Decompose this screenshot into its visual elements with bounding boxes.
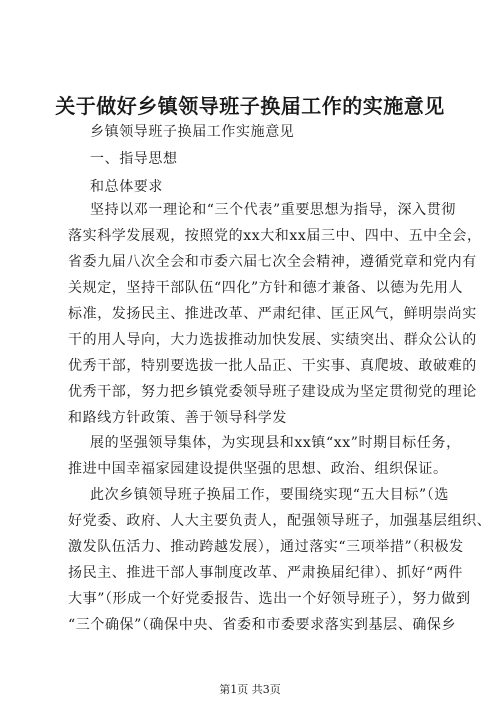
section-heading-line-2: 和总体要求 xyxy=(90,179,163,195)
body-line: 大事”（形成一个好党委报告、选出一个好领导班子），努力做到 xyxy=(68,591,471,607)
body-line: 和路线方针政策、善于领导科学发 xyxy=(68,410,287,426)
document-title: 关于做好乡镇领导班子换届工作的实施意见 xyxy=(55,94,445,118)
body-line: 坚持以邓一理论和“三个代表”重要思想为指导，深入贯彻 xyxy=(90,202,456,218)
body-line: 落实科学发展观，按照党的xx大和xx届三中、四中、五中全会， xyxy=(68,228,482,244)
body-line: 此次乡镇领导班子换届工作，要围绕实现“五大目标”（选 xyxy=(90,487,449,503)
body-line: 好党委、政府、人大主要负责人，配强领导班子，加强基层组织、 xyxy=(68,513,492,529)
body-line: 优秀干部，努力把乡镇党委领导班子建设成为坚定贯彻党的理论 xyxy=(68,384,477,400)
body-line: “三个确保”（确保中央、省委和市委要求落实到基层、确保乡 xyxy=(68,617,457,633)
body-line: 推进中国幸福家园建设提供坚强的思想、政治、组织保证。 xyxy=(68,461,448,477)
body-line: 扬民主、推进干部人事制度改革、严肃换届纪律）、抓好“两件 xyxy=(68,565,463,581)
body-line: 关规定，坚持干部队伍“四化”方针和德才兼备、以德为先用人 xyxy=(68,280,464,296)
body-line: 展的坚强领导集体，为实现县和xx镇“xx”时期目标任务， xyxy=(90,435,461,451)
body-line: 激发队伍活力、推动跨越发展），通过落实“三项举措”（积极发 xyxy=(68,539,464,555)
body-line: 省委九届八次全会和市委六届七次全会精神，遵循党章和党内有 xyxy=(68,254,477,270)
body-line: 优秀干部，特别要选拔一批人品正、干实事、真爬坡、敢破难的 xyxy=(68,358,477,374)
section-heading-line: 一、指导思想 xyxy=(90,151,178,167)
page-footer: 第1页 共3页 xyxy=(219,683,281,696)
subtitle-line: 乡镇领导班子换届工作实施意见 xyxy=(90,124,295,140)
body-line: 标准，发扬民主、推进改革、严肃纪律、匡正风气，鲜明崇尚实 xyxy=(68,306,477,322)
body-line: 干的用人导向，大力选拔推动加快发展、实绩突出、群众公认的 xyxy=(68,332,477,348)
